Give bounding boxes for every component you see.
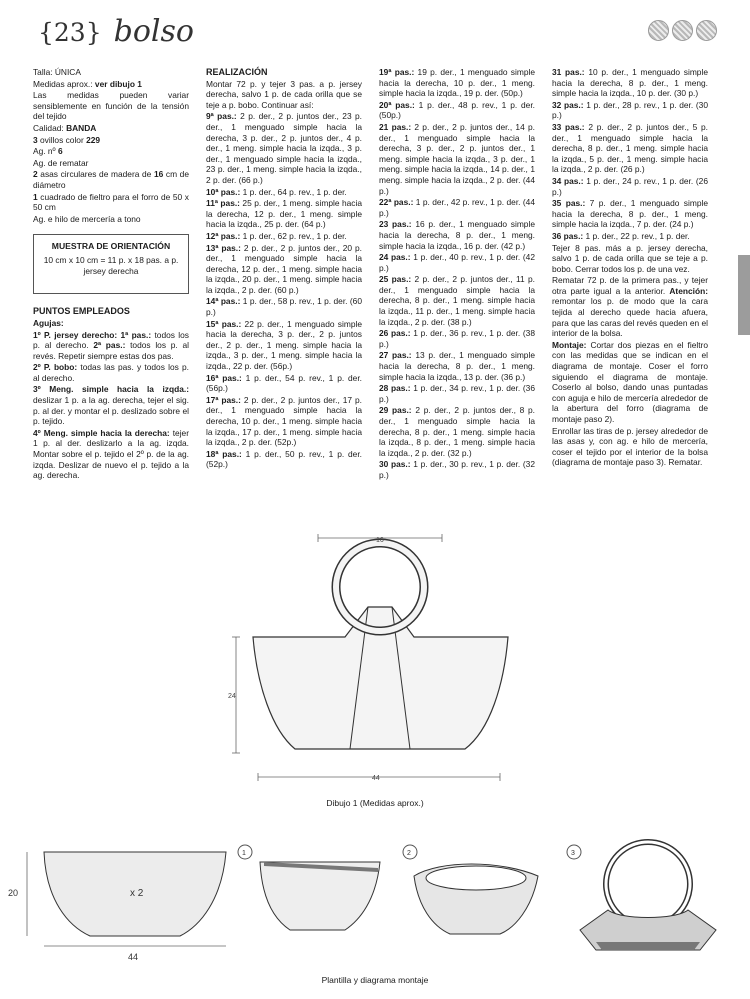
needle-line: Ag. nº 6 xyxy=(33,146,63,157)
assembly-diagram xyxy=(0,838,750,968)
template-height-label: 20 xyxy=(8,888,19,898)
stitch-dec-right: 4º Meng. simple hacia la derecha: tejer 1 p. al der. deslizarlo a la ag. izqda. Montar sobre el p. tejido el 2º p. de la ag. izqda. Deslizar de nuevo el p. tejido a la ag. derecha. xyxy=(33,427,190,481)
stitches-title: PUNTOS EMPLEADOS xyxy=(33,306,130,317)
materials-column xyxy=(33,67,189,482)
step-1-label: 1 xyxy=(242,850,246,857)
row-instruction: 12ª pas.: 1 p. der., 62 p. rev., 1 p. der. xyxy=(206,230,347,241)
handles-line: 2 asas circulares de madera de 16 cm de diámetro xyxy=(33,169,190,190)
yarn-balls-logo xyxy=(648,20,717,41)
row-instruction: 22ª pas.: 1 p. der., 42 p. rev., 1 p. der. (44 p.) xyxy=(379,197,536,218)
gauge-title: MUESTRA DE ORIENTACIÓN xyxy=(51,241,171,252)
row-instruction: 28 pas.: 1 p. der., 34 p. rev., 1 p. der. (36 p.) xyxy=(379,383,535,404)
row-instruction: 29 pas.: 2 p. der., 2 p. juntos der., 8 p. der., 1 menguado simple hacia la derecha, 8 p. der., 1 meng. simple hacia la izqda., 8 p. der., 1 meng. simple hacia la izqda., 2 p. der. (32 p.) xyxy=(379,405,535,458)
step-3-wrap xyxy=(596,942,700,950)
row-instruction: 24 pas.: 1 p. der., 40 p. rev., 1 p. der. (42 p.) xyxy=(379,252,535,273)
step-3-label: 3 xyxy=(571,850,575,857)
bottom-dimension-label: 44 xyxy=(372,775,380,782)
bag-diagram xyxy=(0,525,750,810)
finishing-needle: Ag. de rematar xyxy=(33,157,89,168)
row-instruction: 36 pas.: 1 p. der., 22 p. rev., 1 p. der. xyxy=(552,230,690,241)
pattern-number: {23} xyxy=(38,18,102,47)
yarn-ball-icon xyxy=(672,20,693,41)
figure2-caption: Plantilla y diagrama montaje xyxy=(321,975,429,985)
row-instruction: 34 pas.: 1 p. der., 24 p. rev., 1 p. der. (26 p.) xyxy=(552,175,708,197)
row-instruction: 32 pas.: 1 p. der., 28 p. rev., 1 p. der. (30 p.) xyxy=(552,99,708,121)
realization-title: REALIZACIÓN xyxy=(206,67,268,77)
side-dimension-label: 24 xyxy=(228,693,236,700)
row-instruction: 17ª pas.: 2 p. der., 2 p. juntos der., 17 p. der., 1 menguado simple hacia la derecha, 10 p. der., 1 meng. simple hacia la izqda., 17 p. der., 1 meng. simple hacia la izqda., 2 p. der. (52p.) xyxy=(206,394,362,448)
skeins-line: 3 ovillos color 229 xyxy=(33,134,101,145)
row-instruction: 31 pas.: 10 p. der., 1 menguado simple hacia la derecha, 8 p. der., 1 meng. simple hacia la izqda., 10 p. der. (30 p.) xyxy=(552,67,708,99)
instructions-column-3 xyxy=(552,67,708,469)
needles-label: Agujas: xyxy=(33,317,64,328)
gauge-text: 10 cm x 10 cm = 11 p. x 18 pas. a p. jersey derecha xyxy=(43,254,179,276)
assembly-text: Montaje: Cortar dos piezas en el fieltro con las medidas que se indican en el diagrama de montaje. Coser el forro siguiendo el diagrama de montaje. Coserlo al bolso, dando unas puntadas con aguja e hilo de mercería alrededor de la abertura del forro (diagrama de montaje paso 2). xyxy=(552,339,708,424)
attention-text: Rematar 72 p. de la primera pas., y tejer otra parte igual a la anterior. Atención: remontar los p. de modo que la cara tejida al derecho quede hacia afuera, para que las caras del revés queden en el interior de la bolsa. xyxy=(552,275,708,339)
row-instruction: 11ª pas.: 25 p. der., 1 meng. simple hacia la derecha, 12 p. der., 1 meng. simple hacia la izqda., 25 p. der. (64 p.) xyxy=(206,198,362,230)
figure1-caption: Dibujo 1 (Medidas aprox.) xyxy=(326,798,424,808)
size-line: Talla: ÚNICA xyxy=(33,67,81,77)
row-instruction: 9ª pas.: 2 p. der., 2 p. juntos der., 23 p. der., 1 menguado simple hacia la derecha, 3 p. der., 2 p. juntos der., 4 p. der., 1 meng. simple hacia la izqda., 3 p. der., 1 menguado simple hacia la izqda., 23 p. der., 1 meng. simple hacia la izqda., 2 p. der. (66 p.) xyxy=(206,111,363,185)
felt-line: 1 cuadrado de fieltro para el forro de 50 x 50 cm xyxy=(33,191,189,213)
knit-extra: Tejer 8 pas. más a p. jersey derecha, salvo 1 p. de cada orilla que se teje a p. bobo. Cerrar todos los p. de una vez. xyxy=(552,242,708,274)
wrap-text: Enrollar las tiras de p. jersey alrededor de las asas y, con ag. e hilo de mercería, coser el tejido por el interior de la bolsa (diagrama de montaje paso 3). Rematar. xyxy=(552,425,708,468)
intro-text: Montar 72 p. y tejer 3 pas. a p. jersey derecha, salvo 1 p. de cada orilla que se teje a p. bobo. Continuar así: xyxy=(206,78,362,110)
template-width-label: 44 xyxy=(128,952,139,962)
instructions-column-1 xyxy=(206,67,362,471)
row-instruction: 20ª pas.: 1 p. der., 48 p. rev., 1 p. der. (50p.) xyxy=(379,99,535,121)
yarn-ball-icon xyxy=(648,20,669,41)
stitch-bobo: 2º P. bobo: todas las pas. y todos los p. al derecho. xyxy=(33,362,189,383)
template-count-label: x 2 xyxy=(130,888,144,899)
thread-line: Ag. e hilo de mercería a tono xyxy=(33,213,141,224)
step-2-label: 2 xyxy=(407,850,411,857)
row-instruction: 25 pas.: 2 p. der., 2 p. juntos der., 11 p. der., 1 menguado simple hacia la derecha, 8 p. der., 1 meng. simple hacia la izqda., 11 p. der., 1 meng. simple hacia la izqda., 2 p. der. (38 p.) xyxy=(379,274,535,327)
step-2-opening xyxy=(426,866,526,890)
pattern-title: bolso xyxy=(113,14,194,49)
row-instruction: 10ª pas.: 1 p. der., 64 p. rev., 1 p. der. xyxy=(206,186,347,197)
page-edge-tab xyxy=(738,255,750,335)
row-instruction: 23 pas.: 16 p. der., 1 menguado simple hacia la derecha, 8 p. der., 1 meng. simple hacia la izqda., 16 p. der. (42 p.) xyxy=(379,219,535,251)
step-1-lining xyxy=(260,862,380,930)
row-instruction: 26 pas.: 1 p. der., 36 p. rev., 1 p. der. (38 p.) xyxy=(379,328,535,349)
quality-line: Calidad: BANDA xyxy=(33,122,97,133)
instructions-column-2 xyxy=(379,67,535,482)
row-instruction: 21 pas.: 2 p. der., 2 p. juntos der., 14 p. der., 1 menguado simple hacia la derecha, 3 p. der., 2 p. juntos der., 1 meng. simple hacia la izqda., 3 p. der., 1 meng. simple hacia la izqda., 14 p. der., 1 meng. simple hacia la izqda., 2 p. der. (44 p.) xyxy=(379,121,535,196)
row-instruction: 15ª pas.: 22 p. der., 1 menguado simple hacia la derecha, 3 p. der., 2 p. juntos der., 2 p. der., 1 meng. simple hacia la izqda., 3 p. der., 1 meng. simple hacia la izqda., 22 p. der. (56p.) xyxy=(206,318,362,372)
page-header xyxy=(38,14,194,54)
row-instruction: 19ª pas.: 19 p. der., 1 menguado simple hacia la derecha, 10 p. der., 1 meng. simple hacia la izqda., 19 p. der. (50p.) xyxy=(379,67,535,99)
row-instruction: 35 pas.: 7 p. der., 1 menguado simple hacia la derecha, 8 p. der., 1 meng. simple hacia la izqda., 7 p. der. (24 p.) xyxy=(552,198,708,230)
stitch-jersey: 1º P. jersey derecho: 1ª pas.: todos los p. al derecho. 2ª pas.: todos los p. al revés. Repetir siempre estas dos pas. xyxy=(33,329,189,361)
row-instruction: 16ª pas.: 1 p. der., 54 p. rev., 1 p. der. (56p.) xyxy=(206,372,362,394)
gauge-box xyxy=(33,234,189,294)
stitch-dec-left: 3º Meng. simple hacia la izqda.: deslizar 1 p. a la ag. derecha, tejer el sig. p. al der. y montar el p. deslizado sobre el p. tejido. xyxy=(33,384,189,427)
row-instruction: 33 pas.: 2 p. der., 2 p. juntos der., 5 p. der., 1 menguado simple hacia la derecha, 8 p. der., 1 meng. simple hacia la izqda., 5 p. der., 1 meng. simple hacia la izqda., 2 p. der. (26 p.) xyxy=(552,121,708,175)
row-instruction: 13ª pas.: 2 p. der., 2 p. juntos der., 20 p. der., 1 menguado simple hacia la derecha, 12 p. der., 1 meng. simple hacia la izqda., 20 p. der., 1 meng. simple hacia la izqda., 2 p. der. (60 p.) xyxy=(206,242,362,295)
row-instruction: 18ª pas.: 1 p. der., 50 p. rev., 1 p. der. (52p.) xyxy=(206,448,362,470)
measures-note: Las medidas pueden variar sensiblemente en función de la tensión del tejido xyxy=(33,90,189,122)
row-instruction: 27 pas.: 13 p. der., 1 menguado simple hacia la derecha, 8 p. der., 1 meng. simple hacia la izqda., 13 p. der. (36 p.) xyxy=(379,350,535,382)
row-instruction: 14ª pas.: 1 p. der., 58 p. rev., 1 p. der. (60 p.) xyxy=(206,296,363,318)
measures-line: Medidas aprox.: ver dibujo 1 xyxy=(33,78,142,89)
top-dimension-label: 16 xyxy=(376,537,384,544)
row-instruction: 30 pas.: 1 p. der., 30 p. rev., 1 p. der. (32 p.) xyxy=(379,459,535,480)
yarn-ball-icon xyxy=(696,20,717,41)
